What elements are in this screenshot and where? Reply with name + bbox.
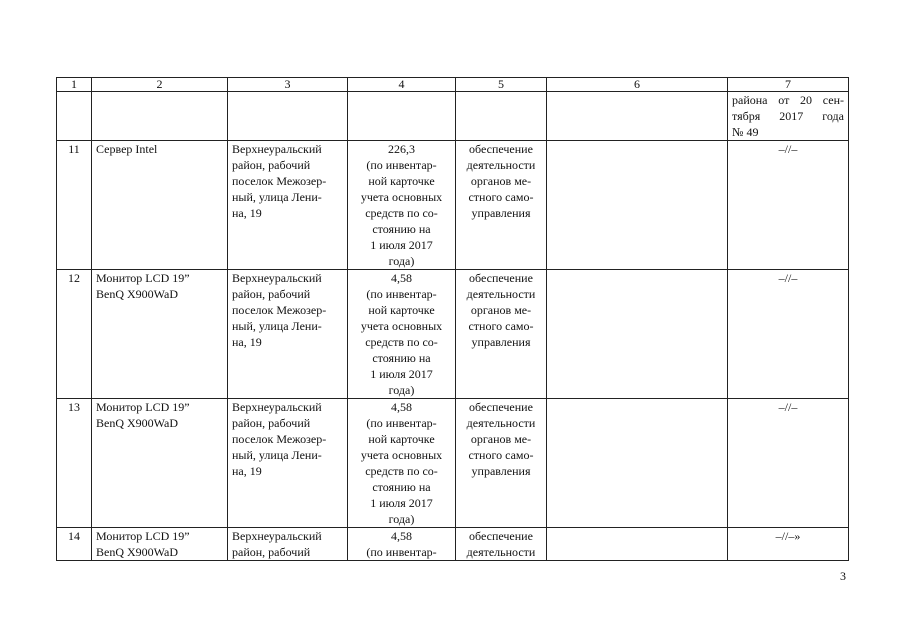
item-name-line: BenQ X900WaD	[96, 287, 179, 301]
column-number-header	[57, 78, 849, 92]
continuation-cell-6	[547, 92, 728, 141]
row-number: 14	[57, 528, 92, 561]
continuation-cell-3	[228, 92, 348, 141]
item-col6	[547, 399, 728, 528]
item-basis: –//–	[728, 141, 849, 270]
purpose-line: деятельности	[466, 287, 536, 301]
purpose-line: деятельности	[466, 545, 536, 559]
item-value	[348, 528, 456, 561]
value-line: учета основных	[360, 190, 443, 204]
value-line: ной карточке	[368, 432, 435, 446]
continuation-cell-4	[348, 92, 456, 141]
header-cell-3: 3	[228, 78, 348, 92]
purpose-line: стного само-	[468, 448, 534, 462]
purpose-line: деятельности	[466, 158, 536, 172]
value-line: ной карточке	[368, 174, 435, 188]
item-purpose	[456, 399, 547, 528]
purpose-line: деятельности	[466, 416, 536, 430]
value-line: 4,58	[391, 529, 412, 543]
value-line: стоянию на	[372, 222, 431, 236]
item-col6	[547, 141, 728, 270]
item-name-line: BenQ X900WaD	[96, 416, 179, 430]
item-address	[228, 270, 348, 399]
continuation-cell-1	[57, 92, 92, 141]
address-line: на, 19	[232, 464, 262, 478]
value-line: средств по со-	[365, 335, 438, 349]
item-basis: –//–	[728, 399, 849, 528]
value-line: средств по со-	[365, 464, 438, 478]
value-line: года)	[388, 512, 415, 526]
item-name-line: Монитор LCD 19”	[96, 271, 190, 285]
continuation-cell-5	[456, 92, 547, 141]
address-line: Верхнеуральский	[232, 271, 322, 285]
purpose-line: управления	[471, 464, 531, 478]
item-name-line: Сервер Intel	[96, 142, 158, 156]
value-line: 1 июля 2017	[370, 238, 433, 252]
continuation-cell-7	[728, 92, 849, 141]
header-cell-4: 4	[348, 78, 456, 92]
item-address	[228, 141, 348, 270]
item-name-line: BenQ X900WaD	[96, 545, 179, 559]
row-number: 11	[57, 141, 92, 270]
header-cell-5: 5	[456, 78, 547, 92]
item-name	[92, 270, 228, 399]
address-line: ный, улица Лени-	[232, 448, 322, 462]
purpose-line: управления	[471, 206, 531, 220]
value-line: средств по со-	[365, 206, 438, 220]
continuation-cell-2	[92, 92, 228, 141]
item-name	[92, 399, 228, 528]
inventory-table	[56, 77, 849, 561]
item-col6	[547, 270, 728, 399]
address-line: Верхнеуральский	[232, 529, 322, 543]
item-basis: –//–	[728, 270, 849, 399]
row-number: 12	[57, 270, 92, 399]
item-purpose	[456, 270, 547, 399]
continuation-row	[57, 92, 849, 141]
value-line: года)	[388, 254, 415, 268]
purpose-line: обеспечение	[469, 400, 533, 414]
value-line: (по инвентар-	[366, 158, 437, 172]
item-purpose	[456, 141, 547, 270]
purpose-line: обеспечение	[469, 271, 533, 285]
address-line: поселок Межозер-	[232, 432, 327, 446]
address-line: Верхнеуральский	[232, 142, 322, 156]
item-value	[348, 399, 456, 528]
header-cell-7: 7	[728, 78, 849, 92]
value-line: года)	[388, 383, 415, 397]
purpose-line: стного само-	[468, 319, 534, 333]
address-line: район, рабочий	[232, 545, 311, 559]
table-row	[57, 270, 849, 399]
address-line: на, 19	[232, 206, 262, 220]
address-line: поселок Межозер-	[232, 174, 327, 188]
value-line: 1 июля 2017	[370, 367, 433, 381]
address-line: Верхнеуральский	[232, 400, 322, 414]
item-value	[348, 141, 456, 270]
continuation-line: № 49	[732, 125, 759, 139]
value-line: (по инвентар-	[366, 545, 437, 559]
header-cell-6: 6	[547, 78, 728, 92]
value-line: (по инвентар-	[366, 416, 437, 430]
header-cell-2: 2	[92, 78, 228, 92]
item-purpose	[456, 528, 547, 561]
value-line: стоянию на	[372, 351, 431, 365]
value-line: стоянию на	[372, 480, 431, 494]
purpose-line: обеспечение	[469, 142, 533, 156]
item-name-line: Монитор LCD 19”	[96, 529, 190, 543]
address-line: ный, улица Лени-	[232, 190, 322, 204]
item-col6	[547, 528, 728, 561]
item-name	[92, 528, 228, 561]
header-cell-1: 1	[57, 78, 92, 92]
page-number: 3	[840, 569, 846, 583]
value-line: 1 июля 2017	[370, 496, 433, 510]
address-line: район, рабочий	[232, 158, 311, 172]
purpose-line: обеспечение	[469, 529, 533, 543]
item-name-line: Монитор LCD 19”	[96, 400, 190, 414]
row-number: 13	[57, 399, 92, 528]
value-line: 4,58	[391, 271, 412, 285]
item-address	[228, 399, 348, 528]
item-name	[92, 141, 228, 270]
item-address	[228, 528, 348, 561]
table-row	[57, 399, 849, 528]
address-line: район, рабочий	[232, 416, 311, 430]
continuation-line: района от 20 сен-	[732, 93, 844, 107]
address-line: поселок Межозер-	[232, 303, 327, 317]
purpose-line: органов ме-	[470, 174, 532, 188]
value-line: учета основных	[360, 448, 443, 462]
item-value	[348, 270, 456, 399]
item-basis: –//–»	[728, 528, 849, 561]
value-line: (по инвентар-	[366, 287, 437, 301]
purpose-line: управления	[471, 335, 531, 349]
address-line: на, 19	[232, 335, 262, 349]
continuation-line: тября 2017 года	[732, 109, 844, 123]
value-line: учета основных	[360, 319, 443, 333]
purpose-line: органов ме-	[470, 303, 532, 317]
value-line: ной карточке	[368, 303, 435, 317]
table-row	[57, 528, 849, 561]
table-row	[57, 141, 849, 270]
purpose-line: стного само-	[468, 190, 534, 204]
address-line: район, рабочий	[232, 287, 311, 301]
purpose-line: органов ме-	[470, 432, 532, 446]
value-line: 4,58	[391, 400, 412, 414]
value-line: 226,3	[388, 142, 415, 156]
address-line: ный, улица Лени-	[232, 319, 322, 333]
